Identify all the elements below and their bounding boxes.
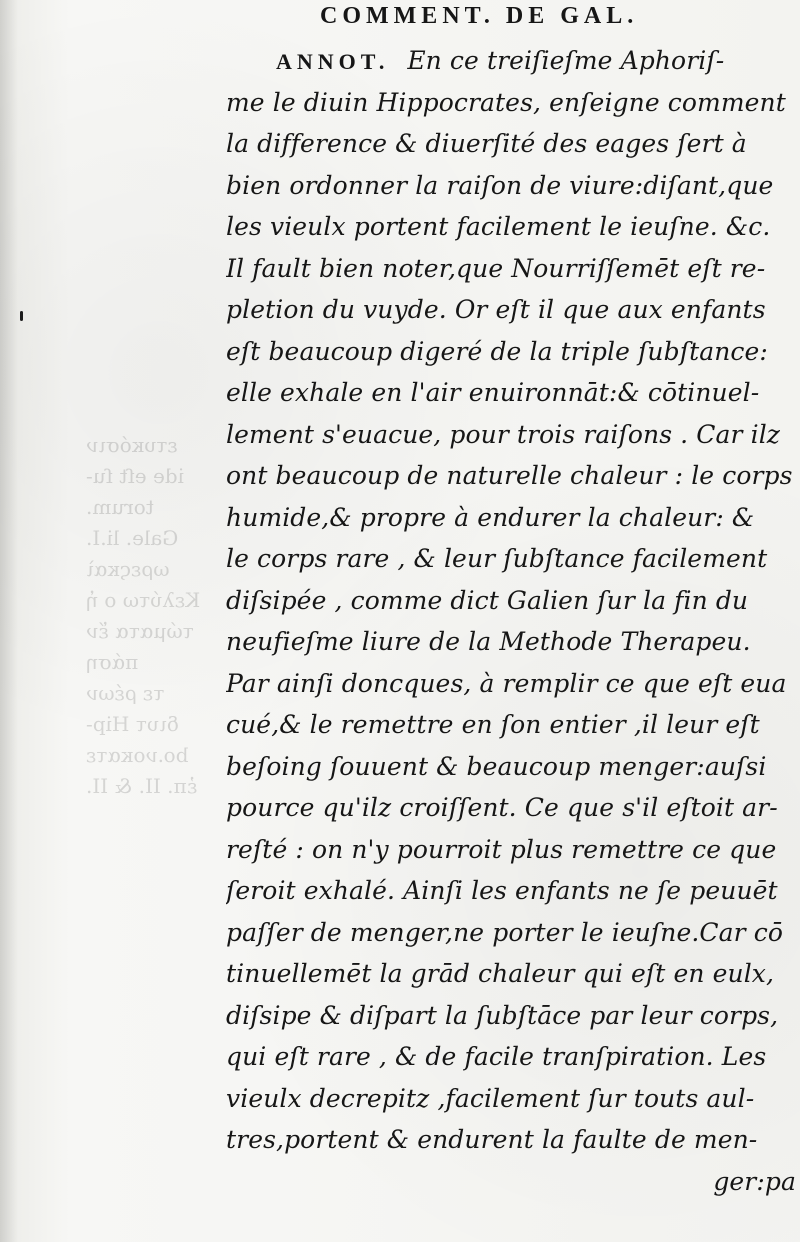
bleed-line: πάση	[86, 650, 139, 674]
text-line: diſsipée , comme dict Galien ſur la fin du	[226, 585, 749, 615]
bleed-line: ἐπ. II. & II.	[86, 774, 198, 798]
bleed-through-text	[86, 430, 231, 1150]
bleed-line: ωρεςκαὶ	[86, 557, 170, 581]
text-line: paſſer de menger,ne porter le ieuſne.Car cō	[226, 917, 783, 947]
text-line: me le diuin Hippocrates, enſeigne comment	[226, 87, 786, 117]
text-line: ſeroit exhalé. Ainſi les enfants ne ſe peuuēt	[226, 876, 778, 905]
text-line: le corps rare , & leur ſubſtance facilement	[226, 544, 768, 573]
ink-mark	[20, 311, 23, 321]
text-line: les vieulx portent facilement le ieuſne. &c.	[226, 212, 771, 241]
text-line: pletion du vuyde. Or eſt il que aux enfants	[226, 295, 766, 324]
text-line: tres,portent & endurent la faulte de men-	[226, 1125, 758, 1154]
opening-line	[276, 40, 796, 82]
text-line: lement s'euacue, pour trois raiſons . Car ilz	[226, 419, 781, 449]
text-line: vieulx decrepitz ,facilement ſur touts aul-	[226, 1083, 755, 1113]
text-line: humide,& propre à endurer la chaleur: &	[226, 502, 755, 532]
text-line: beſoing ſouuent & beaucoup menger:auſsi	[226, 751, 767, 781]
text-line: la difference & diuerſité des eages ſert à	[226, 129, 747, 158]
text-line: elle exhale en l'air enuironnāt:& cōtinuel-	[226, 378, 760, 407]
catchword-line: ger:pa	[713, 1166, 796, 1196]
bleed-line: ide eſt ſu-	[86, 464, 185, 488]
bleed-line: torum.	[86, 495, 154, 519]
text-line: tinuellemēt la grād chaleur qui eſt en eulx,	[226, 959, 775, 988]
text-line: pource qu'ilz croiſſent. Ce que s'il eſtoit ar-	[226, 793, 778, 822]
bleed-line: bo.νοκατε	[86, 743, 189, 767]
text-line: reſté : on n'y pourroit plus remettre ce que	[226, 834, 777, 864]
bleed-line: ετυκόσιν	[86, 433, 178, 457]
text-line: ont beaucoup de naturelle chaleur : le corps	[226, 461, 793, 490]
text-line: diſsipe & diſpart la ſubſtāce par leur corps,	[226, 1000, 779, 1030]
text-line: En ce treiſieſme Aphoriſ-	[407, 46, 725, 75]
bleed-line: τε ρέων	[86, 681, 165, 705]
bleed-line: διυτ Hip-	[86, 712, 179, 736]
bleed-line: τώματα ἕν	[86, 619, 194, 643]
text-line: Il fault bien noter,que Nourriſſemēt eſt re-	[226, 253, 766, 283]
text-line: qui eſt rare , & de facile tranſpiration. Les	[226, 1042, 767, 1071]
bleed-line: Κελύτω ο ἡ	[86, 588, 201, 612]
body-text	[226, 40, 796, 1202]
annotation-label: ANNOT.	[276, 49, 390, 74]
text-line: neufieſme liure de la Methode Therapeu.	[226, 627, 751, 656]
page-gutter-shadow	[0, 0, 18, 1242]
text-line: eſt beaucoup digeré de la triple ſubſtance:	[226, 336, 768, 366]
text-line: Par ainſi doncques, à remplir ce que eſt eua	[226, 668, 787, 698]
text-line: cué,& le remettre en ſon entier ,il leur eſt	[226, 710, 760, 739]
bleed-line: Gale. li.I.	[86, 526, 179, 550]
running-head: COMMENT. DE GAL.	[320, 3, 639, 29]
text-line: bien ordonner la raiſon de viure:diſant,que	[226, 170, 774, 200]
